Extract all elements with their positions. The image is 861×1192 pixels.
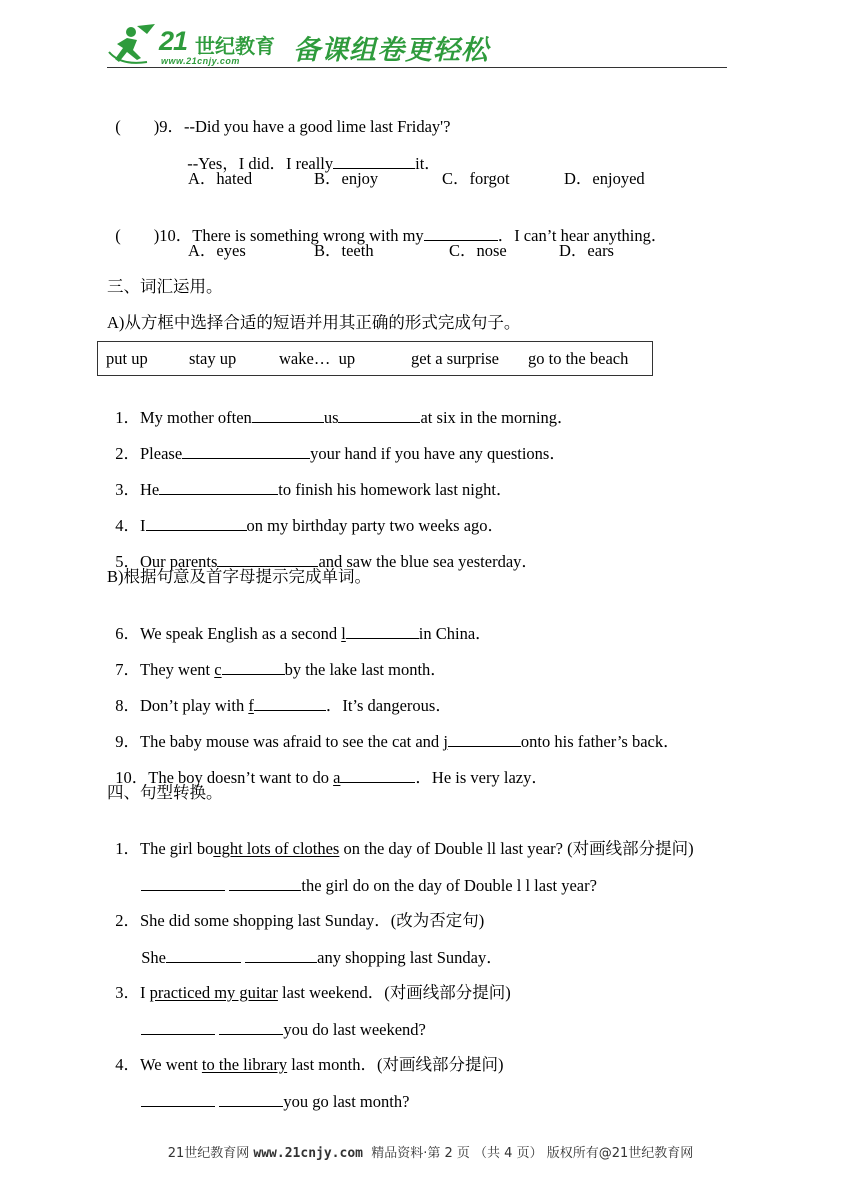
- answer-blank[interactable]: [346, 623, 419, 639]
- answer-blank[interactable]: [340, 767, 415, 783]
- header-divider: [107, 67, 727, 68]
- question-10: ( )10．There is something wrong with my ．I can’t hear anything．: [115, 226, 668, 245]
- question-9-reply: --Yes，I did．I really it．: [187, 154, 441, 173]
- vocab-item-6: 6．We speak English as a second l in China．: [115, 624, 492, 643]
- page-footer: 21世纪教育网 www.21cnjy.com 精品资料·第 2 页 （共 4 页） 版权所有@21世纪教育网: [167, 1146, 694, 1161]
- answer-blank[interactable]: [219, 1091, 283, 1107]
- question-10-option-c: C．nose: [449, 241, 507, 260]
- transform-answer-4: you go last month?: [133, 1071, 409, 1112]
- phrase-item: wake… up: [279, 349, 356, 368]
- answer-blank[interactable]: [245, 947, 317, 963]
- question-10-option-b: B．teeth: [314, 241, 374, 260]
- vocab-item-4: 4．I on my birthday party two weeks ago．: [115, 516, 505, 535]
- question-10-option-a: A．eyes: [188, 241, 246, 260]
- answer-blank[interactable]: [338, 407, 420, 423]
- section-4-title: 四、句型转换。: [107, 783, 223, 802]
- header-slogan: 备课组卷更轻松: [293, 35, 489, 66]
- answer-blank[interactable]: [159, 479, 278, 495]
- logo-text: 世纪教育: [195, 34, 275, 58]
- runner-logo-icon: [107, 22, 159, 68]
- phrase-item: put up: [106, 349, 148, 368]
- question-9: ( )9．--Did you have a good lime last Friday'?: [115, 117, 451, 136]
- answer-blank[interactable]: [333, 153, 415, 169]
- vocab-item-3: 3．He to finish his homework last night．: [115, 480, 513, 499]
- answer-blank[interactable]: [146, 515, 247, 531]
- logo-number: 21: [159, 26, 188, 56]
- transform-item-4: 4．We went to the library last month．(对画线部分提问): [115, 1055, 504, 1074]
- vocab-item-8: 8．Don’t play with f ．It’s dangerous．: [115, 696, 452, 715]
- answer-blank[interactable]: [229, 875, 301, 891]
- phrase-item: get a surprise: [411, 349, 499, 368]
- transform-answer-2: She any shopping last Sunday．: [141, 948, 503, 967]
- answer-blank[interactable]: [166, 947, 241, 963]
- answer-blank[interactable]: [222, 659, 285, 675]
- section-3b-instruction: B)根据句意及首字母提示完成单词。: [107, 567, 371, 586]
- phrase-box: [97, 341, 653, 376]
- answer-blank[interactable]: [182, 443, 310, 459]
- vocab-item-1: 1．My mother often us at six in the morning．: [115, 408, 574, 427]
- footer-url[interactable]: www.21cnjy.com: [253, 1146, 363, 1161]
- answer-blank[interactable]: [141, 875, 225, 891]
- answer-blank[interactable]: [217, 551, 318, 567]
- answer-blank[interactable]: [424, 225, 498, 241]
- question-9-option-b: B．enjoy: [314, 169, 379, 188]
- question-10-option-d: D．ears: [559, 241, 614, 260]
- answer-blank[interactable]: [252, 407, 324, 423]
- page-header: [107, 22, 727, 70]
- answer-blank[interactable]: [254, 695, 326, 711]
- transform-item-1: 1．The girl bought lots of clothes on the day of Double ll last year? (对画线部分提问): [115, 839, 694, 858]
- transform-answer-1: the girl do on the day of Double l l last year?: [133, 855, 597, 896]
- transform-item-3: 3．I practiced my guitar last weekend．(对画线部分提问): [115, 983, 511, 1002]
- answer-blank[interactable]: [219, 1019, 283, 1035]
- answer-blank[interactable]: [141, 1019, 215, 1035]
- transform-answer-3: you do last weekend?: [133, 999, 426, 1040]
- section-3a-instruction: A)从方框中选择合适的短语并用其正确的形式完成句子。: [107, 313, 521, 332]
- logo-url: www.21cnjy.com: [161, 56, 240, 66]
- vocab-item-9: 9．The baby mouse was afraid to see the cat and j onto his father’s back．: [115, 732, 680, 751]
- answer-blank[interactable]: [141, 1091, 215, 1107]
- question-9-option-c: C．forgot: [442, 169, 510, 188]
- section-3-title: 三、词汇运用。: [107, 277, 223, 296]
- phrase-item: go to the beach: [528, 349, 629, 368]
- question-9-option-d: D．enjoyed: [564, 169, 645, 188]
- phrase-item: stay up: [189, 349, 237, 368]
- vocab-item-7: 7．They went c by the lake last month．: [115, 660, 447, 679]
- vocab-item-5: 5．Our parents and saw the blue sea yesterday．: [115, 552, 538, 571]
- vocab-item-2: 2．Please your hand if you have any questions．: [115, 444, 566, 463]
- transform-item-2: 2．She did some shopping last Sunday．(改为否定句): [115, 911, 485, 930]
- question-9-option-a: A．hated: [188, 169, 253, 188]
- vocab-item-10: 10．The boy doesn’t want to do a ．He is very lazy．: [115, 768, 548, 787]
- answer-blank[interactable]: [448, 731, 521, 747]
